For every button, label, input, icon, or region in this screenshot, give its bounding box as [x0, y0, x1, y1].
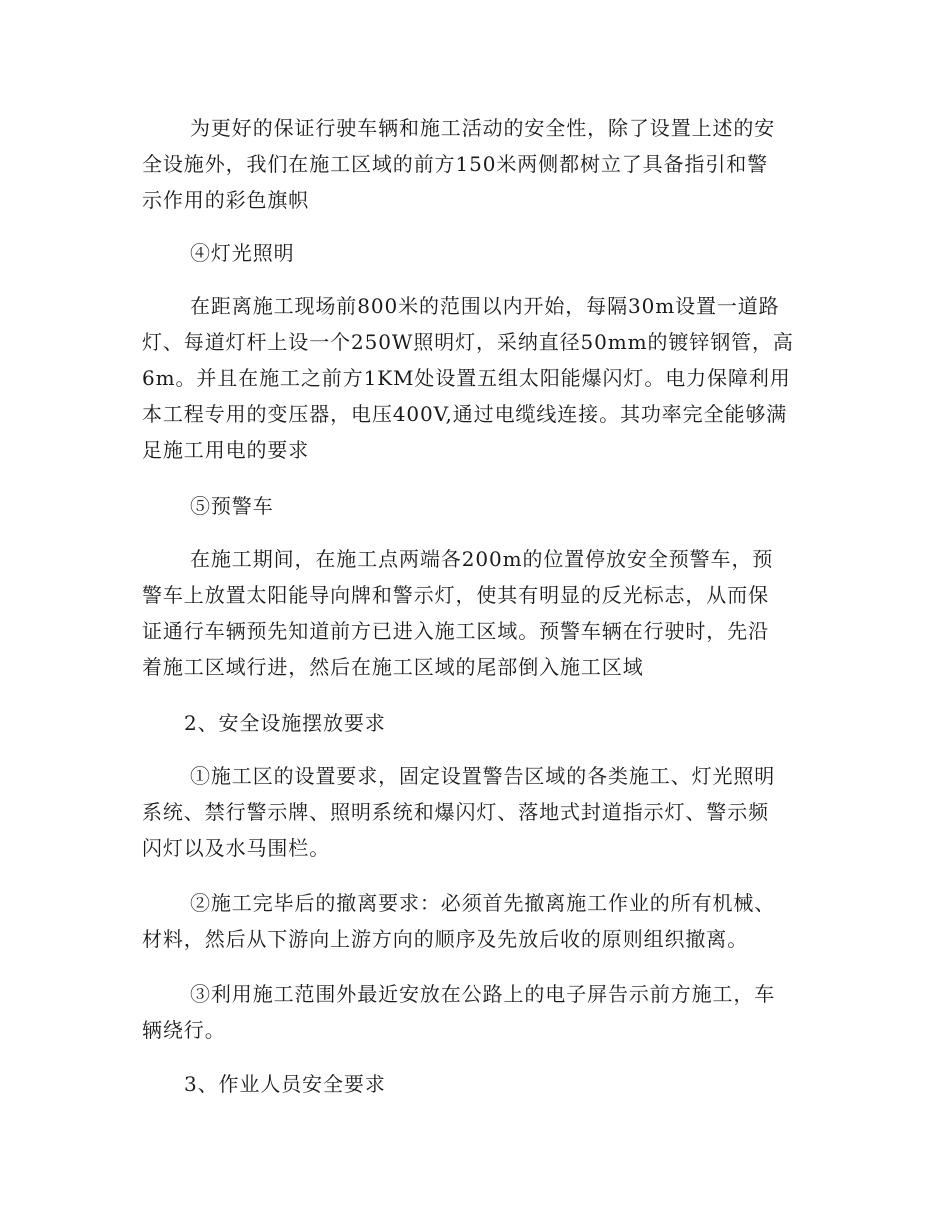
subheading-warning-vehicle: ⑤预警车 — [190, 494, 274, 518]
paragraph-line: 警车上放置太阳能导向牌和警示灯，使其有明显的反光标志，从而保 — [142, 583, 769, 607]
paragraph-line: 6m。并且在施工之前方1KM处设置五组太阳能爆闪灯。电力保障利用 — [142, 366, 791, 390]
list-item-line: 系统、禁行警示牌、照明系统和爆闪灯、落地式封道指示灯、警示频 — [142, 800, 769, 824]
list-item-line: ②施工完毕后的撤离要求：必须首先撤离施工作业的所有机械、 — [190, 891, 776, 915]
paragraph-line: 着施工区域行进，然后在施工区域的尾部倒入施工区域 — [142, 655, 644, 679]
paragraph-line: 足施工用电的要求 — [142, 438, 310, 462]
list-item-line: 材料，然后从下游向上游方向的顺序及先放后收的原则组织撤离。 — [142, 927, 749, 951]
list-item-line: 闪灯以及水马围栏。 — [142, 836, 331, 860]
list-item-line: 辆绕行。 — [142, 1018, 226, 1042]
paragraph-line: 为更好的保证行驶车辆和施工活动的安全性，除了设置上述的安 — [190, 116, 776, 140]
paragraph-line: 本工程专用的变压器，电压400V,通过电缆线连接。其功率完全能够满 — [142, 402, 788, 426]
paragraph-line: 全设施外，我们在施工区域的前方150米两侧都树立了具备指引和警 — [142, 152, 769, 176]
paragraph-line: 灯、每道灯杆上设一个250W照明灯，采纳直径50mm的镀锌钢管，高 — [142, 330, 794, 354]
paragraph-line: 示作用的彩色旗帜 — [142, 188, 310, 212]
paragraph-line: 在施工期间，在施工点两端各200m的位置停放安全预警车，预 — [190, 547, 774, 571]
list-item-line: ③利用施工范围外最近安放在公路上的电子屏告示前方施工，车 — [190, 982, 776, 1006]
paragraph-line: 在距离施工现场前800米的范围以内开始，每隔30m设置一道路 — [190, 294, 780, 318]
section-heading: 2、安全设施摆放要求 — [184, 711, 386, 735]
paragraph-line: 证通行车辆预先知道前方已进入施工区域。预警车辆在行驶时，先沿 — [142, 619, 769, 643]
list-item-line: ①施工区的设置要求，固定设置警告区域的各类施工、灯光照明 — [190, 764, 776, 788]
subheading-lighting: ④灯光照明 — [190, 241, 295, 265]
section-heading: 3、作业人员安全要求 — [184, 1072, 386, 1096]
